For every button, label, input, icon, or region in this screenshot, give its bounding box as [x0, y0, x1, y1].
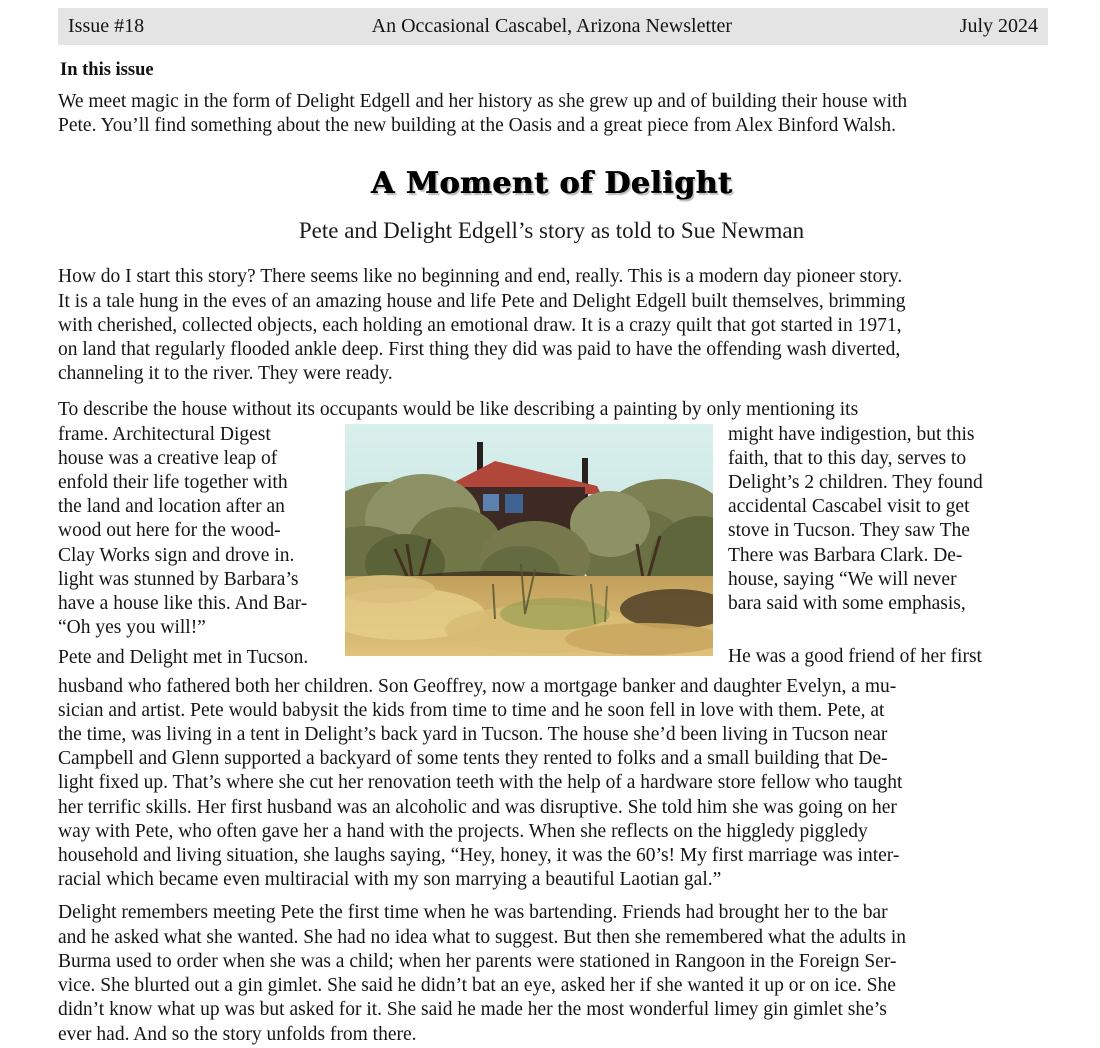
house-window-left	[483, 494, 499, 511]
issue-summary-paragraph	[58, 90, 1045, 138]
page-content	[58, 60, 1045, 1047]
text-line: have a house like this. And Bar-	[58, 593, 308, 615]
text-line: How do I start this story? There seems like no beginning and end, really. This is a modern day pioneer story.	[58, 266, 903, 288]
text-line: didn’t know what up was but asked for it. She said he made her the most wonderful limey gin gimlet she’s	[58, 999, 887, 1021]
text-line: frame. Architectural Digest	[58, 423, 271, 445]
left-column-tail-line: Pete and Delight met in Tucson.	[58, 647, 309, 669]
text-line: accidental Cascabel visit to get	[728, 496, 970, 518]
text-line: house, saying “We will never	[728, 568, 957, 590]
text-line: It is a tale hung in the eves of an amazing house and life Pete and Delight Edgell built themselves, brimming	[58, 290, 906, 312]
closing-paragraph	[58, 901, 1045, 1046]
text-line: the time, was living in a tent in Delight’s back yard in Tucson. The house she’d been living in Tucson near	[58, 724, 888, 746]
article-subtitle: Pete and Delight Edgell’s story as told to Sue Newman	[298, 218, 805, 244]
text-line: We meet magic in the form of Delight Edgell and her history as she grew up and of building their house with	[58, 91, 908, 112]
in-this-issue-heading: In this issue	[60, 60, 154, 80]
text-line: the land and location after an	[58, 496, 285, 518]
text-line: “Oh yes you will!”	[58, 617, 206, 639]
text-line: racial which became even multiracial with my son marrying a beautiful Laotian gal.”	[58, 869, 722, 891]
text-line: There was Barbara Clark. De-	[728, 544, 963, 566]
text-line: Campbell and Glenn supported a backyard of some tents they rented to folks and a small building that De-	[58, 748, 888, 770]
text-line: light fixed up. That’s where she cut her renovation teeth with the help of a hardware store fellow who taught	[58, 772, 903, 794]
text-line: house was a creative leap of	[58, 447, 278, 469]
house-window-right	[505, 494, 523, 513]
wrap-intro-line: To describe the house without its occupants would be like describing a painting by only mentioning its	[58, 399, 859, 421]
text-line: light was stunned by Barbara’s	[58, 568, 299, 590]
newsletter-header	[58, 8, 1048, 45]
house-photo-art	[345, 424, 713, 656]
text-line: Burma used to order when she was a child; when her parents were stationed in Rangoon in the Foreign Ser-	[58, 950, 897, 972]
text-line: faith, that to this day, serves to	[728, 447, 967, 469]
header-date-label: July 2024	[959, 15, 1038, 37]
right-column-tail-line: He was a good friend of her first	[728, 646, 982, 668]
article-title: A Moment of Delight	[370, 166, 733, 202]
continuation-paragraph	[58, 675, 1045, 893]
text-line: way with Pete, who often gave her a hand with the projects. When she reflects on the higgledy piggledy	[58, 820, 868, 842]
text-line: enfold their life together with	[58, 472, 288, 494]
text-line: wood out here for the wood-	[58, 520, 281, 542]
text-line: her terrific skills. Her first husband was an alcoholic and was disruptive. She told him she was going on her	[58, 796, 897, 818]
text-line: bara said with some emphasis,	[728, 593, 966, 615]
text-line: with cherished, collected objects, each holding an emotional draw. It is a crazy quilt that got started in 1971,	[58, 314, 902, 336]
text-line: on land that regularly flooded ankle deep. First thing they did was paid to have the offending wash diverted,	[58, 339, 901, 361]
text-line: Pete. You’ll find something about the new building at the Oasis and a great piece from Alex Binford Walsh.	[58, 115, 897, 137]
text-line: vice. She blurted out a gin gimlet. She said he didn’t bat an eye, asked her if she wanted it up or on ice. She	[58, 975, 896, 997]
house-photo	[345, 424, 713, 656]
left-text-column	[58, 423, 345, 671]
text-line: sician and artist. Pete would babysit the kids from time to time and he soon fell in love with them. Pete, at	[58, 699, 885, 721]
text-line: stove in Tucson. They saw The	[728, 520, 970, 542]
header-newsletter-title: An Occasional Cascabel, Arizona Newsletter	[371, 15, 733, 37]
text-line: ever had. And so the story unfolds from there.	[58, 1023, 417, 1045]
right-column-lines	[728, 423, 1045, 617]
text-line: Clay Works sign and drove in.	[58, 544, 295, 566]
text-line: Delight’s 2 children. They found	[728, 472, 983, 494]
text-line: household and living situation, she laughs saying, “Hey, honey, it was the 60’s! My first marriage was inter-	[58, 845, 900, 867]
text-line: and he asked what she wanted. She had no idea what to suggest. But then she remembered what the adults in	[58, 926, 907, 948]
left-column-lines	[58, 423, 345, 641]
text-line: might have indigestion, but this	[728, 423, 975, 445]
text-line: Delight remembers meeting Pete the first time when he was bartending. Friends had brought her to the bar	[58, 902, 888, 924]
header-issue-label: Issue #18	[68, 15, 145, 37]
right-text-column	[728, 423, 1045, 670]
text-wrap-row	[58, 423, 1045, 671]
text-line: channeling it to the river. They were ready.	[58, 363, 393, 385]
opening-paragraph	[58, 265, 1045, 386]
text-line: husband who fathered both her children. Son Geoffrey, now a mortgage banker and daughter Evelyn, a mu-	[58, 675, 897, 697]
